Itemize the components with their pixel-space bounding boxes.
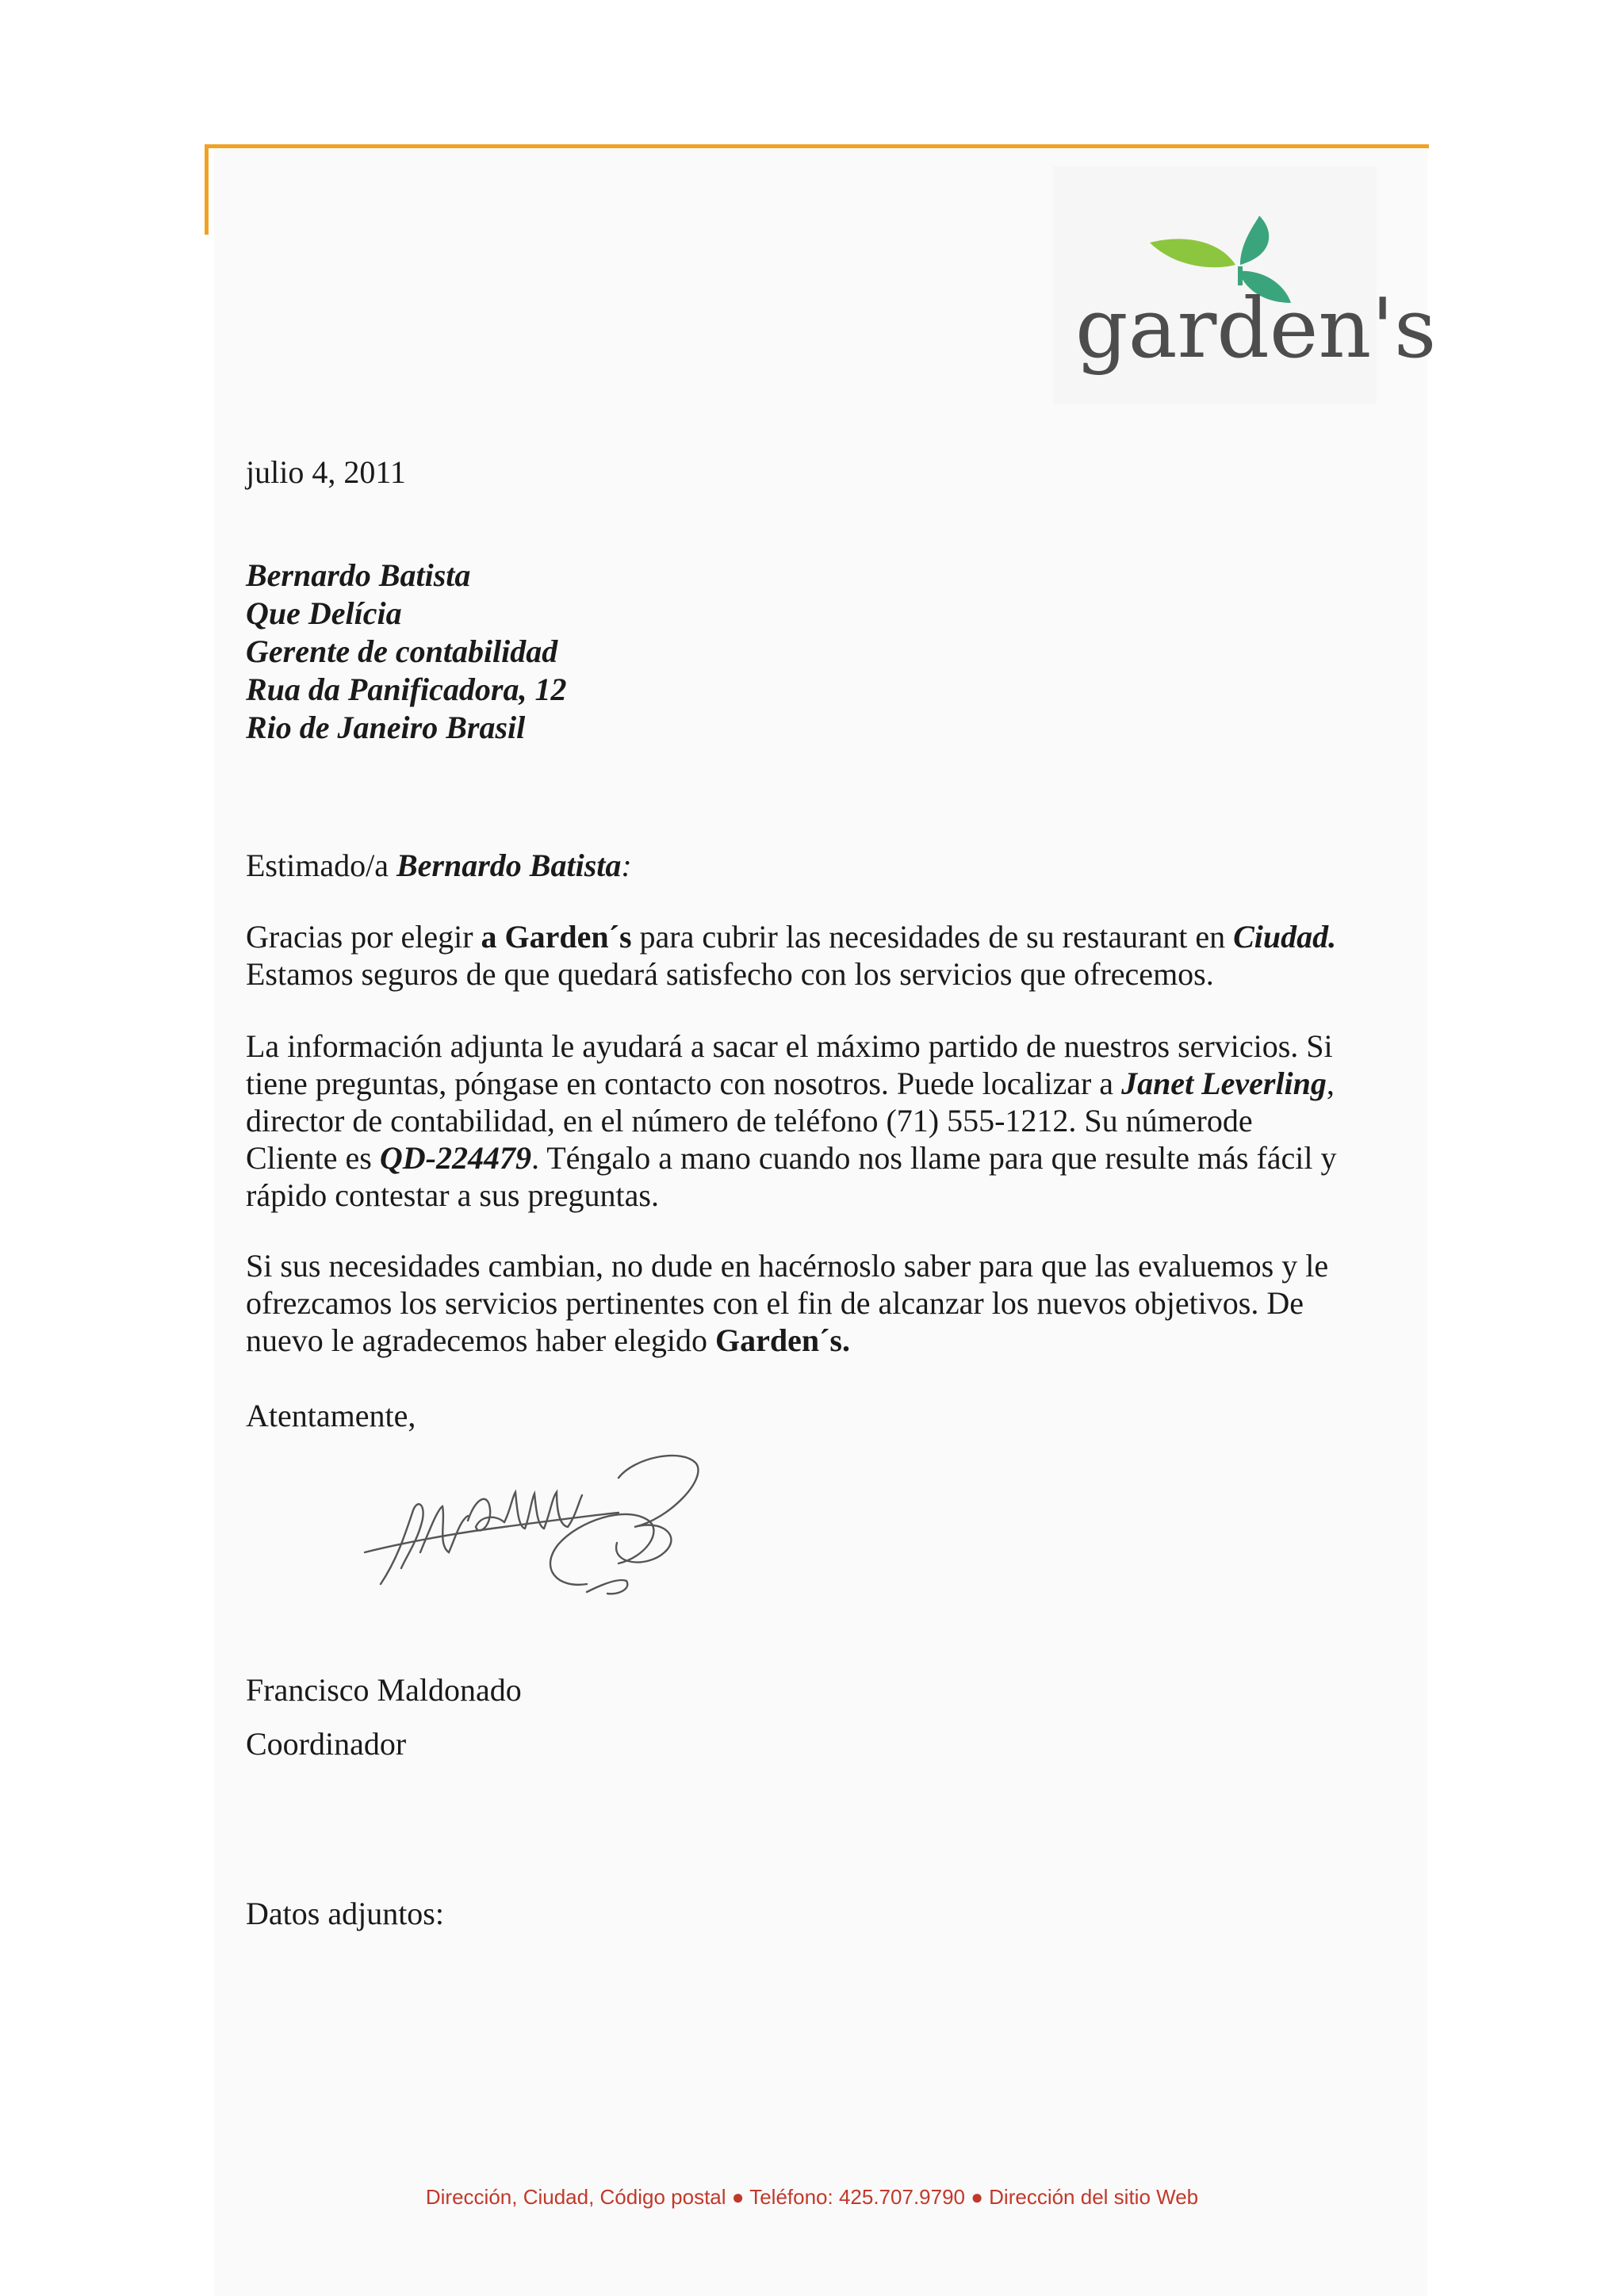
salutation-colon: : <box>621 848 632 883</box>
recipient-title: Gerente de contabilidad <box>246 633 558 669</box>
contact-name: Janet Leverling <box>1121 1066 1327 1101</box>
customer-number: QD-224479 <box>379 1140 531 1176</box>
recipient-company: Que Delícia <box>246 595 402 631</box>
attachments-label: Datos adjuntos: <box>246 1896 444 1931</box>
footer-contact: Dirección, Ciudad, Código postal ● Teléfono: 425.707.9790 ● Dirección del sitio Web <box>425 2185 1199 2209</box>
city-name: Ciudad. <box>1233 919 1337 955</box>
signature-icon <box>349 1433 730 1624</box>
salutation-prefix: Estimado/a <box>246 848 396 883</box>
recipient-block <box>246 557 566 747</box>
logo-text: garden's <box>1075 280 1437 377</box>
salutation <box>246 847 632 885</box>
paragraph-thanks: Gracias por elegir a Garden´s para cubrir las necesidades de su restaurant en Ciudad. Estamos seguros de que quedará satisfecho con los servicios que ofrecemos. <box>246 919 1337 992</box>
recipient-name: Bernardo Batista <box>246 557 471 593</box>
leaf-icon <box>1053 166 1437 404</box>
paragraph-info: La información adjunta le ayudará a sacar el máximo partido de nuestros servicios. Si tiene preguntas, póngase en contacto con nosotros. Puede localizar a Janet Leverling, director de contabilidad, en el número de teléfono (71) 555-1212. Su númerode Cliente es QD-224479. Téngalo a mano cuando nos llame para que resulte más fácil y rápido contestar a sus preguntas. <box>246 1028 1337 1213</box>
header-accent-line <box>205 144 1429 148</box>
recipient-city: Rio de Janeiro Brasil <box>246 710 526 745</box>
header-accent-corner <box>205 144 209 235</box>
closing: Atentamente, <box>246 1398 416 1433</box>
company-name: a Garden´s <box>481 919 632 955</box>
paragraph-needs: Si sus necesidades cambian, no dude en hacérnoslo saber para que las evaluemos y le ofrezcamos los servicios pertinentes con el fin de alcanzar los nuevos objetivos. De nuevo le agradecemos haber elegido Garden´s. <box>246 1248 1329 1358</box>
salutation-name: Bernardo Batista <box>396 848 622 883</box>
recipient-street: Rua da Panificadora, 12 <box>246 672 567 707</box>
signer-title: Coordinador <box>246 1726 407 1762</box>
gardens-logo <box>1053 166 1437 404</box>
company-name-closing: Garden´s. <box>714 1322 850 1358</box>
signer-name: Francisco Maldonado <box>246 1672 522 1708</box>
signature-image <box>349 1433 730 1624</box>
letter-date: julio 4, 2011 <box>246 454 406 490</box>
